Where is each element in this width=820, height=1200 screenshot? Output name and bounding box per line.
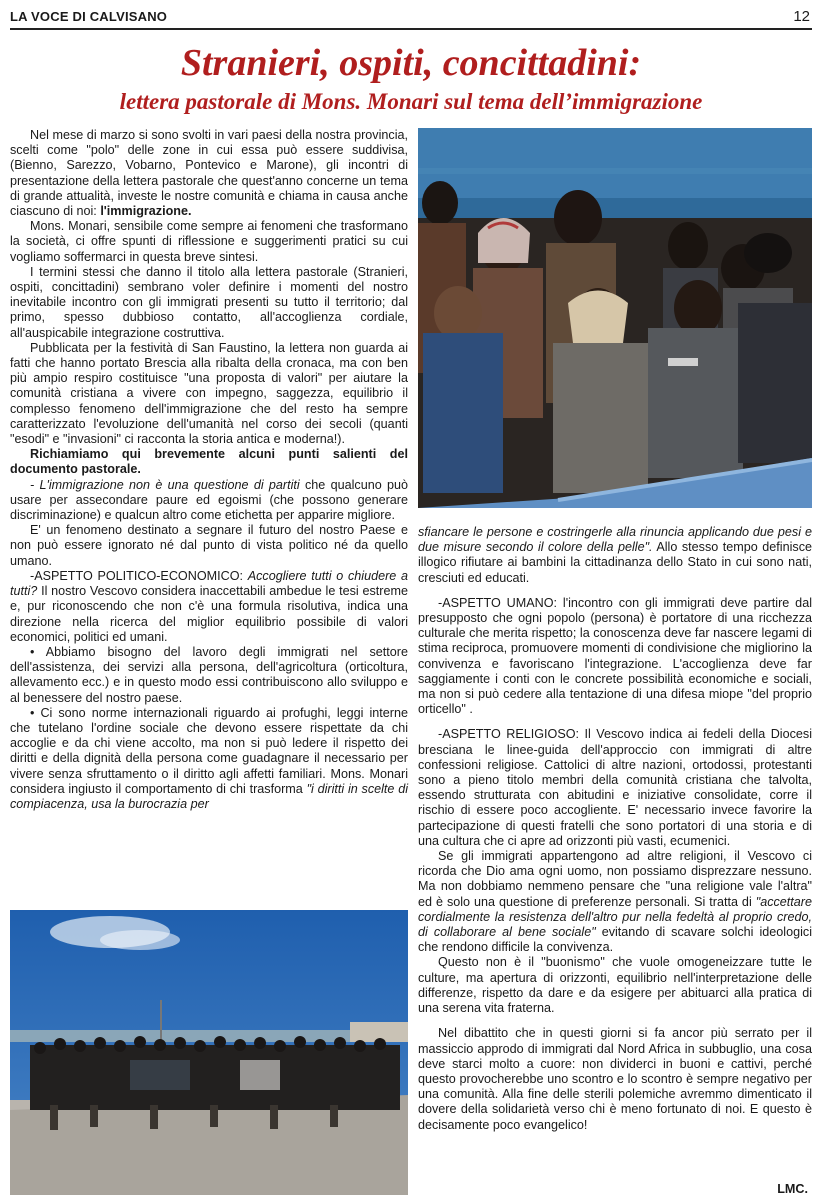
paragraph-text: • Ci sono norme internazionali riguardo ai profughi, leggi interne che tutelano l'ordine sociale che devono essere rispettate da chi accoglie e da chi viene accolto, ma non si può ledere il rispetto dei diritti e della dignità della persona come guadagnare il necessario per vivere senza sfruttamento o il diritto agli affetti familiari. Mons. Monari considera ingiusto il comportamento di chi trasforma xyxy=(10,705,408,796)
paragraph-text: Nel mese di marzo si sono svolti in vari paesi della nostra provincia, scelti come "polo" delle zone in cui essa può essere suddivisa, (Bienno, Sarezzo, Vobarno, Pontevico e Marone), gli incontri di presentazione della lettera pastorale che quest'anno concerne un tema di grande attualità, investe le nostre comunità e chiama in causa anche ciascuno di noi: xyxy=(10,128,408,219)
newspaper-name: LA VOCE DI CALVISANO xyxy=(10,9,168,24)
author-signature: LMC. xyxy=(777,1182,808,1196)
paragraph-italic: "accettare cordialmente la resistenza dell'altro pur nella fedeltà al proprio credo, di collaborare al bene sociale" xyxy=(418,894,812,940)
section-lead: -ASPETTO POLITICO-ECONOMICO: xyxy=(30,568,248,583)
paragraph: -ASPETTO UMANO: l'incontro con gli immigrati deve partire dal presupposto che ogni popolo (persona) è portatore di una ricchezza culturale che merita rispetto; la conoscenza deve far nascere legami di stima reciproca, promuovere momenti di condivisione che migliorino la convivenza e favoriscano l'integrazione. L'accoglienza deve far saggiamente i conti con le concrete possibilità economiche e sociali, ma non si può cedere alla tentazione di una difesa miope "del proprio orticello" . xyxy=(418,595,812,717)
article-column-left xyxy=(10,128,408,812)
page-number: 12 xyxy=(793,8,810,25)
paragraph xyxy=(10,128,408,219)
photo-migrants-boat xyxy=(418,128,812,508)
article-subtitle: lettera pastorale di Mons. Monari sul tema dell’immigrazione xyxy=(119,89,703,114)
photo-crowd-harbor xyxy=(10,910,408,1195)
paragraph-text: Se gli immigrati appartengono ad altre religioni, il Vescovo ci ricorda che Dio ama ogni uomo, non possiamo disprezzare nessuno. Ma non dobbiamo nemmeno pensare che "una religione vale l'altra" ed è solo una questione di preferenze personali. Si tratta di xyxy=(418,849,812,909)
paragraph-italic: Accogliere tutti o chiudere a tutti? xyxy=(10,568,408,599)
paragraph: Nel dibattito che in questi giorni si fa ancor più serrato per il massiccio approdo di immigrati dal Nord Africa in subbuglio, una cosa deve starci molto a cuore: non dividerci in buoni e cattivi, perché questo provocherebbe uno scontro e lo scontro è sempre negativo per una comunità. Alla fine delle sterili polemiche avremmo dimenticato il dovere della solidarietà verso chi è meno fortunato di noi. E questo è decisamente poco evangelico! xyxy=(418,1026,812,1132)
paragraph xyxy=(418,849,812,955)
bullet-paragraph xyxy=(10,706,408,812)
article-column-right xyxy=(418,525,812,1133)
paragraph-italic: "i diritti in scelte di compiacenza, usa la burocrazia per xyxy=(10,781,409,811)
paragraph-italic: sfiancare le persone e costringerle alla rinuncia applicando due pesi e due misure secondo il colore della pelle". xyxy=(418,525,812,555)
paragraph xyxy=(418,525,812,586)
paragraph: Mons. Monari, sensibile come sempre ai fenomeni che trasformano la società, ci offre spunti di riflessione e suggerimenti pratici su cui vogliamo soffermarci in questa breve sintesi. xyxy=(10,219,408,264)
paragraph: Questo non è il "buonismo" che vuole omogeneizzare tutte le culture, ma apertura di orizzonti, equilibrio nell'interpretazione delle differenze, rispetto da dare e da esigere per abituarci alla pratica di una serena vita fraterna. xyxy=(418,955,812,1016)
paragraph-text: Allo stesso tempo definisce illogico rifiutare ai bambini la cittadinanza dello Stato in cui sono nati, cresciuti ed educati. xyxy=(418,540,812,585)
paragraph: -ASPETTO RELIGIOSO: Il Vescovo indica ai fedeli della Diocesi bresciana le linee-guida dell'approccio con immigrati di altre confessioni religiose. Cattolici di altre nazioni, ortodossi, protestanti sono a pieno titolo membri della comunità cristiana che talvolta, essendo strutturata con abitudini e iniziative consolidate, corre il rischio di essere poco accogliente. E' necessario invece favorire la partecipazione di questi fratelli che sono portatori di una storia e di una cultura che ci apre ad orizzonti più vasti, ecumenici. xyxy=(418,727,812,848)
paragraph-text: Il nostro Vescovo considera inaccettabili ambedue le tesi estreme e, pur riconoscendo che non c'è una formula risolutiva, indica una direzione nella ricerca del miglior equilibrio possibile di valori economici, politici ed umani. xyxy=(10,584,408,644)
page-header xyxy=(10,8,812,30)
paragraph: E' un fenomeno destinato a segnare il futuro del nostro Paese e non può essere ignorato né dal punto di vista politico né da quello umano. xyxy=(10,523,408,568)
paragraph xyxy=(10,569,408,645)
article-title: Stranieri, ospiti, concittadini: xyxy=(180,42,642,84)
paragraph: Pubblicata per la festività di San Faustino, la lettera non guarda ai fatti che hanno portato Brescia alla ribalta della cronaca, ma con ben più ampio respiro costituisce "una proposta di valori" per aiutare la comunità cristiana a vivere con impegno, saggezza, equilibrio il complesso fenomeno dell'immigrazione che del resto ha sempre caratterizzato l'evoluzione dell'umanità nel corso dei secoli (quanti "esodi" e "invasioni" ci racconta la storia antica e moderna!). xyxy=(10,340,408,447)
paragraph: I termini stessi che danno il titolo alla lettera pastorale (Stranieri, ospiti, concittadini) sembrano voler definire i momenti del nostro inevitabile incontro con gli immigrati presenti su tutto il territorio; dal primo, spesso dubbioso contatto, all'accoglienza cordiale, all'auspicabile integrazione costruttiva. xyxy=(10,264,408,340)
paragraph xyxy=(10,478,408,524)
bullet-paragraph: • Abbiamo bisogno del lavoro degli immigrati nel settore dell'assistenza, dei servizi alla persona, dell'agricoltura (orticoltura, allevamento ecc.) e in questo modo essi contribuiscono allo sviluppo e al benessere del nostro paese. xyxy=(10,644,408,705)
paragraph-bold: l'immigrazione. xyxy=(100,204,192,219)
paragraph-text: che qualcuno può usare per assecondare paure ed egoismi (che possono generare discriminazione) e qualcun altro come etichetta per apparire migliore. xyxy=(10,477,409,523)
paragraph-italic: - L'immigrazione non è una questione di partiti xyxy=(30,477,300,492)
paragraph-text: evitando di scavare solchi ideologici che rendono difficile la convivenza. xyxy=(418,925,813,955)
highlight-paragraph: Richiamiamo qui brevemente alcuni punti salienti del documento pastorale. xyxy=(10,447,408,477)
